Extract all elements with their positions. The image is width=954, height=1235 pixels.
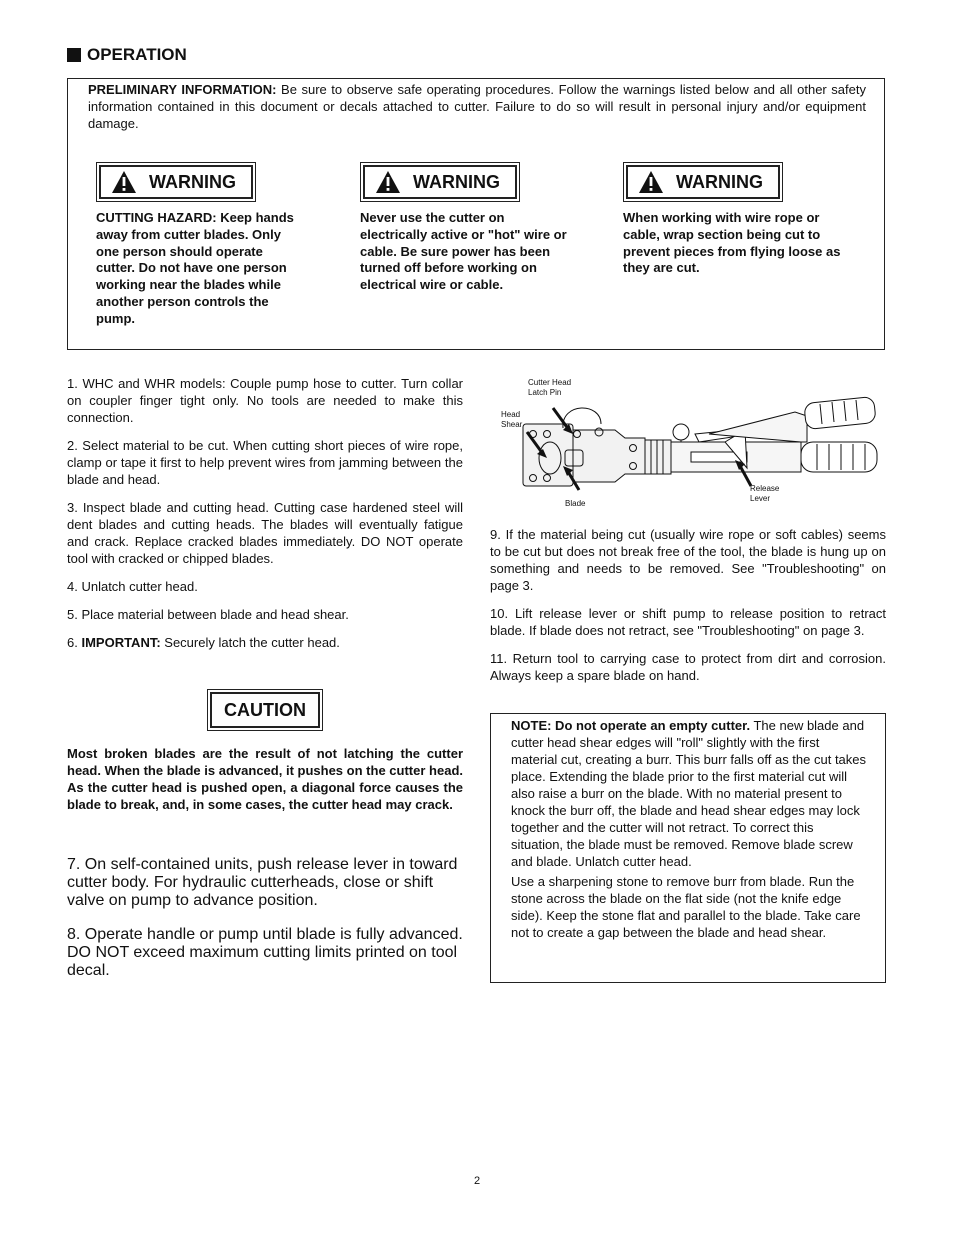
warning-badge: [96, 162, 256, 202]
label-release-line1: Release: [750, 484, 780, 493]
step-item: 4. Unlatch cutter head.: [67, 579, 198, 594]
step-item: 2. Select material to be cut. When cutting short pieces of wire rope, clamp or tape it first to help prevent wires from jamming between the blade and head.: [67, 438, 463, 487]
steps-right-column: [490, 526, 886, 695]
warning-label: WARNING: [676, 171, 763, 192]
label-head-shear-line2: Shear: [501, 420, 523, 429]
caution-text: Most broken blades are the result of not latching the cutter head. When the blade is advanced, it pushes on the cutter head. As the cutter head is pushed open, a diagonal force causes the blade to break, and, in some cases, the cutter head may crack.: [67, 746, 463, 812]
label-release-line2: Lever: [750, 494, 771, 503]
warning-triangle-icon: [375, 170, 401, 194]
section-square-icon: [67, 48, 81, 62]
warning-label: WARNING: [413, 171, 500, 192]
caution-badge: [207, 689, 323, 731]
warning-triangle-icon: [638, 170, 664, 194]
label-latch-pin: [528, 378, 571, 398]
warning-block-2: [360, 162, 575, 294]
step-item: 1. WHC and WHR models: Couple pump hose to cutter. Turn collar on coupler finger tight only. No tools are needed to make this connection.: [67, 376, 463, 425]
step-item: 8. Operate handle or pump until blade is fully advanced. DO NOT exceed maximum cutting limits printed on tool decal.: [67, 926, 463, 979]
step-item: 11. Return tool to carrying case to protect from dirt and corrosion. Always keep a spare blade on hand.: [490, 651, 886, 683]
warning-text: Never use the cutter on electrically active or "hot" wire or cable. Be sure power has been turned off before working on electrical wire or cable.: [360, 210, 567, 293]
note-box: [490, 713, 886, 983]
preliminary-info-label: PRELIMINARY INFORMATION:: [88, 82, 277, 97]
step-item: 10. Lift release lever or shift pump to release position to retract blade. If blade does not retract, see "Troubleshooting" on page 3.: [490, 606, 886, 638]
step6-rest: Securely latch the cutter head.: [160, 635, 340, 650]
warning-block-3: [623, 162, 841, 277]
label-head-shear-line1: Head: [501, 410, 521, 419]
note-paragraph-1: [511, 717, 867, 870]
warning-badge: [623, 162, 783, 202]
caution-label: CAUTION: [210, 692, 320, 728]
step-item: 3. Inspect blade and cutting head. Cutting case hardened steel will dent blades and cutting heads. The blades will eventually fatigue and crack. Replace cracked blades immediately. DO NOT operate tool with cracked or chipped blades.: [67, 500, 463, 566]
note-paragraph-2: Use a sharpening stone to remove burr from blade. Run the stone across the blade on the flat side (not the knife edge side). Keep the stone flat and parallel to the blade. Take care not to create a gap between the blade and head shear.: [511, 874, 861, 940]
section-heading: [67, 45, 187, 65]
page-number: 2: [473, 1175, 481, 1187]
warning-text: When working with wire rope or cable, wrap section being cut to prevent pieces from flying loose as they are cut.: [623, 210, 841, 276]
step-item: 7. On self-contained units, push release lever in toward cutter body. For hydraulic cutterheads, close or shift valve on pump to advance position.: [67, 856, 458, 909]
step-item: 5. Place material between blade and head shear.: [67, 607, 349, 622]
step-item: 9. If the material being cut (usually wire rope or soft cables) seems to be cut but does not break free of the tool, the blade is hung up on something and needs to be removed. See "Troubleshooting" on page 3.: [490, 527, 886, 593]
label-latch-pin-line2: Latch Pin: [528, 388, 562, 397]
warning-text: CUTTING HAZARD: Keep hands away from cutter blades. Only one person should operate cutter. Do not have one person working near the blades while another person controls the pump.: [96, 210, 294, 326]
note-heading: NOTE: Do not operate an empty cutter.: [511, 718, 751, 733]
cutter-diagram: [495, 372, 885, 520]
label-latch-pin-line1: Cutter Head: [528, 378, 572, 387]
label-release-lever: [750, 484, 779, 504]
label-head-shear: [501, 410, 522, 430]
warning-badge: [360, 162, 520, 202]
preliminary-info-body: Be sure to observe safe operating procedures. Follow the warnings listed below and all other safety information contained in this document or decals attached to cutter. Failure to do so will result in personal injury and/or equipment damage.: [88, 82, 866, 131]
note-body-1: The new blade and cutter head shear edges will "roll" slightly with the first material cut, creating a burr. This burr falls off as the cut takes place. Extending the blade prior to the first material cut will also raise a burr on the blade. With no material present to knock the burr off, the blade and head shear edges may lock together and the cutter will not retract. To correct this situation, the blade must be removed. Remove blade screw and blade. Unlatch cutter head.: [511, 718, 867, 869]
step6-prefix: 6.: [67, 635, 82, 650]
steps-left-column: [67, 375, 463, 662]
warning-label: WARNING: [149, 171, 236, 192]
preliminary-info-box: [67, 78, 885, 350]
steps-left-column-2: [67, 840, 463, 996]
preliminary-info-text: [88, 81, 866, 132]
step-item-6: [67, 634, 463, 651]
section-title: OPERATION: [87, 45, 187, 64]
label-blade: Blade: [565, 499, 586, 508]
warning-triangle-icon: [111, 170, 137, 194]
warning-block-1: [96, 162, 311, 328]
step6-important: IMPORTANT:: [81, 635, 161, 650]
